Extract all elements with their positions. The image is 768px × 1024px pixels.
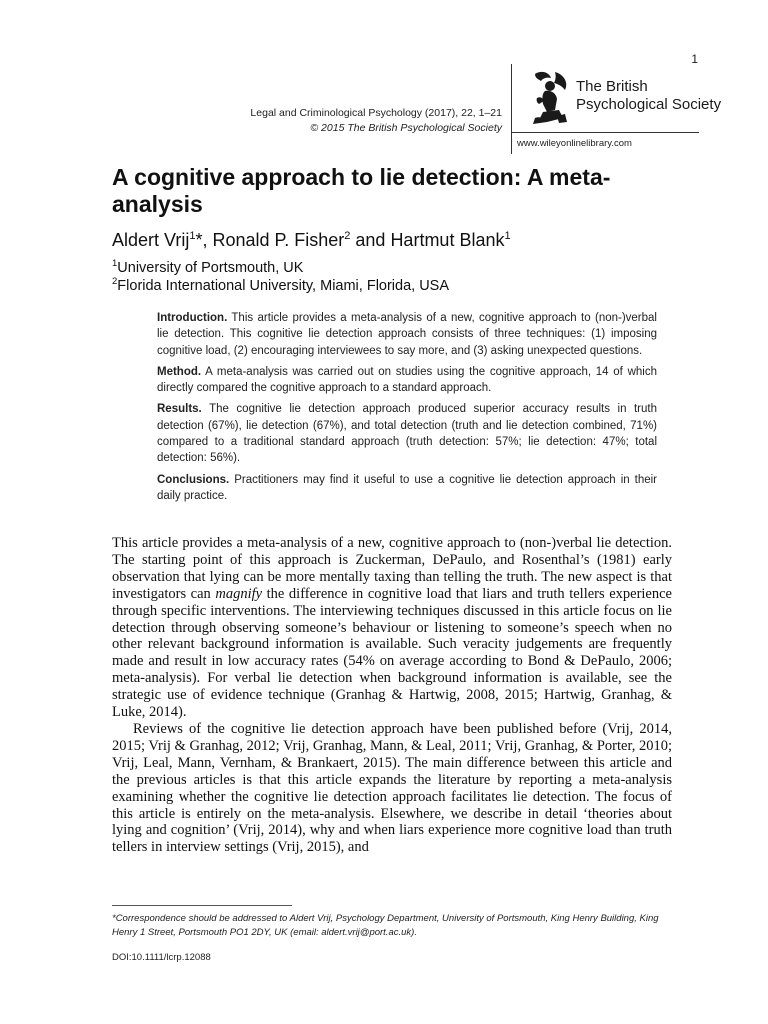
affiliation	[112, 258, 303, 276]
abstract-text: This article provides a meta-analysis of a new, cognitive approach to (non-)verbal lie detection. This cognitive lie detection approach consists of three techniques: (1) imposing cognitive load, (2) encouraging interviewees to say more, and (3) asking unexpected questions.	[157, 312, 657, 357]
body-text: This article provides a meta-analysis of a new, cognitive approach to (non-)verbal lie detection. The starting point of this approach is Zuckerman, DePaulo, and Rosenthal’s (1981) early observation that lying can be more mentally taxing than telling the truth. The new aspect is that investigators can	[112, 535, 672, 602]
header-vertical-rule	[511, 64, 512, 154]
affiliation-sup: 1	[112, 258, 118, 269]
abstract-heading: Method.	[157, 365, 202, 378]
author-affiliation-sup: 1	[189, 230, 196, 242]
body-paragraph: Reviews of the cognitive lie detection approach have been published before (Vrij, 2014, 2015; Vrij & Granhag, 2012; Vrij, Granhag, Mann, & Leal, 2011; Vrij, Granhag, & Porter, 2010; Vrij, Leal, Mann, Vernham, & Brankaert, 2015). The main difference between this article and the previous articles is that this article expands the literature by reporting a meta-analysis examining whether the cognitive lie detection approach facilitates lie detection. The focus of this article is entirely on the meta-analysis. Elsewhere, we describe in detail ‘theories about lying and cognition’ (Vrij, 2014), why and when liars experience more cognitive load than truth tellers in interview settings (Vrij, 2015), and	[112, 720, 672, 856]
abstract-section	[157, 310, 657, 359]
author-affiliation-sup: 1	[504, 230, 511, 242]
abstract-heading: Results.	[157, 403, 202, 416]
body-emphasis: magnify	[215, 585, 263, 602]
abstract-text: The cognitive lie detection approach produced superior accuracy results in truth detection (67%), lie detection (67%), and total detection (truth and lie detection combined, 71%) compared to a traditional standard approach (truth detection: 57%; lie detection: 47%; total detection: 56%).	[157, 403, 657, 465]
affiliation-sup: 2	[112, 276, 118, 287]
psyche-figure-icon	[525, 68, 571, 126]
abstract	[157, 310, 657, 509]
article-body	[112, 535, 672, 856]
footnote-rule	[112, 905, 292, 906]
abstract-heading: Introduction.	[157, 312, 228, 324]
header-horizontal-rule	[511, 132, 699, 133]
page-number: 1	[691, 52, 698, 66]
correspondence-mark: *	[195, 230, 203, 250]
publisher-url[interactable]: www.wileyonlinelibrary.com	[517, 138, 632, 149]
author-name: Aldert Vrij	[112, 230, 190, 250]
author-name: Hartmut Blank	[390, 230, 505, 250]
article-title: A cognitive approach to lie detection: A meta-analysis	[112, 164, 611, 217]
publisher-name-line2: Psychological Society	[576, 96, 722, 113]
publisher-name	[576, 78, 721, 114]
journal-citation: Legal and Criminological Psychology (2017), 22, 1–21	[250, 107, 502, 119]
doi-label[interactable]: DOI:10.1111/lcrp.12088	[112, 952, 211, 963]
body-paragraph	[112, 535, 672, 721]
abstract-text: Practitioners may find it useful to use a cognitive lie detection approach in their daily practice.	[157, 473, 657, 502]
author-affiliation-sup: 2	[344, 230, 351, 242]
affiliation-text: Florida International University, Miami, Florida, USA	[117, 277, 450, 294]
author-separator: ,	[202, 230, 213, 250]
abstract-text: A meta-analysis was carried out on studies using the cognitive approach, 14 of which directly compared the cognitive approach to a standard approach.	[157, 365, 657, 395]
journal-citation-block	[250, 106, 502, 136]
publisher-name-line1: The British	[576, 78, 648, 95]
abstract-section	[157, 364, 657, 397]
author-name: Ronald P. Fisher	[212, 230, 345, 250]
affiliation-text: University of Portsmouth, UK	[117, 259, 304, 276]
abstract-section	[157, 472, 657, 505]
author-list	[112, 230, 511, 251]
journal-copyright: © 2015 The British Psychological Society	[310, 122, 502, 134]
abstract-section	[157, 401, 657, 466]
affiliation	[112, 276, 449, 294]
author-separator: and	[350, 230, 391, 250]
correspondence-footnote: *Correspondence should be addressed to Aldert Vrij, Psychology Department, University of Portsmouth, King Henry Building, King Henry 1 Street, Portsmouth PO1 2DY, UK (email: aldert.vrij@port.ac.uk).	[112, 913, 659, 938]
body-text: the difference in cognitive load that liars and truth tellers experience through specific interventions. The interviewing techniques discussed in this article focus on lie detection through observing someone’s behaviour or listening to someone’s speech when no other relevant background information is available. Such veracity judgements are frequently made and result in low accuracy rates (54% on average according to Bond & DePaulo, 2006; meta-analysis). For verbal lie detection when background information is available, see the strategic use of evidence technique (Granhag & Hartwig, 2008, 2015; Hartwig, Granhag, & Luke, 2014).	[112, 585, 672, 721]
abstract-heading: Conclusions.	[157, 473, 230, 486]
